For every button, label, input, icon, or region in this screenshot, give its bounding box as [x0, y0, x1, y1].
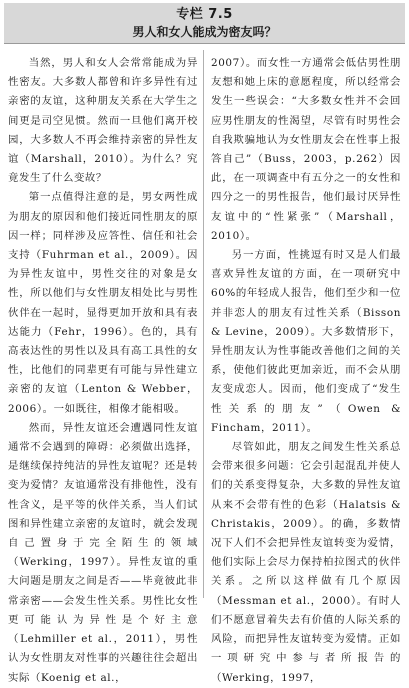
left-column — [8, 54, 198, 684]
box-title: 男人和女人能成为密友吗？ — [132, 24, 277, 39]
right-column — [211, 54, 401, 684]
box-label: 专栏 7.5 — [176, 6, 233, 22]
paragraph: 2007）。而女性一方通常会低估男性朋友想和她上床的意愿程度，所以经常会发生一些误会：“大多数女性并不会回应男性朋友的性渴望，尽管有时男性会自我欺骗地认为女性朋友会在性事上报答自己”（Buss，2003，p.262）因此，在一项调查中有五分之一的女性和四分之一的男性报告，他们最讨厌异性友谊中的“性紧张”（Marshall，2010）。 — [211, 57, 401, 242]
paragraph: 尽管如此，朋友之间发生性关系总会带来很多问题：它会引起混乱并使人们的关系变得复杂，大多数的异性友谊从来不会带有性的色彩（Halatsis & Christakis，2009）。的确，多数情况下人们不会把异性友谊转变为爱情，他们实际上会尽力保持柏拉图式的伙伴关系。之所以这样做有几个原因（Messman et al.，2000）。有时人们不愿意冒着失去有价值的人际关系的风险，而把异性友谊转变为爱情。正如一项研究中参与者所报告的（Werking，1997， — [211, 441, 401, 684]
sidebar-box-header — [4, 3, 405, 44]
paragraph: 当然，男人和女人会常常能成为异性密友。大多数人都曾和许多异性有过亲密的友谊，这种朋友关系在大学生之间更是司空见惯。然而一旦他们离开校园，大多数人不再会维持亲密的异性友谊（Marshall，2010）。为什么？究竟发生了什么变故？ — [8, 57, 198, 185]
column-divider — [203, 50, 204, 598]
paragraph: 然而，异性友谊还会遭遇同性友谊通常不会遇到的障碍：必须做出选择，是继续保持纯洁的异性友谊呢？还是转变为爱情？友谊通常没有排他性，没有性含义，是平等的伙伴关系，当人们试图和异性建立亲密的友谊时，就会发现自己置身于完全陌生的领域（Werking，1997）。异性友谊的重大问题是朋友之间是否——毕竟彼此非常亲密——会发生性关系。男性比女性更可能认为异性是个好主意（Lehmiller et al.，2011），男性认为女性朋友对性事的兴趣往往会超出实际（Koenig et al.， — [8, 421, 198, 684]
paragraph: 第一点值得注意的是，男女两性成为朋友的原因和他们接近同性朋友的原因一样；同样涉及应答性、信任和社会支持（Fuhrman et al.，2009）。因为异性友谊中，男性交往的对象是女性，所以他们与女性朋友相处比与男性伙伴在一起时，显得更加开放和具有表达能力（Fehr，1996）。色的，具有高表达性的男性以及具有高工具性的女性，比他们的同辈更有可能与异性建立亲密的友谊（Lenton & Webber，2006）。一如既往，相像才能相吸。 — [8, 191, 198, 415]
paragraph: 另一方面，性挑逗有时又是人们最喜欢异性友谊的方面，在一项研究中60%的年轻成人报告，他们至少和一位并非恋人的朋友有过性关系（Bisson & Levine，2009）。大多数情形下，异性朋友认为性事能改善他们之间的关系，使他们彼此更加亲近，而不会从朋友变成恋人。因而，他们变成了“发生性关系的朋友”（Owen & Fincham，2011）。 — [211, 249, 401, 434]
